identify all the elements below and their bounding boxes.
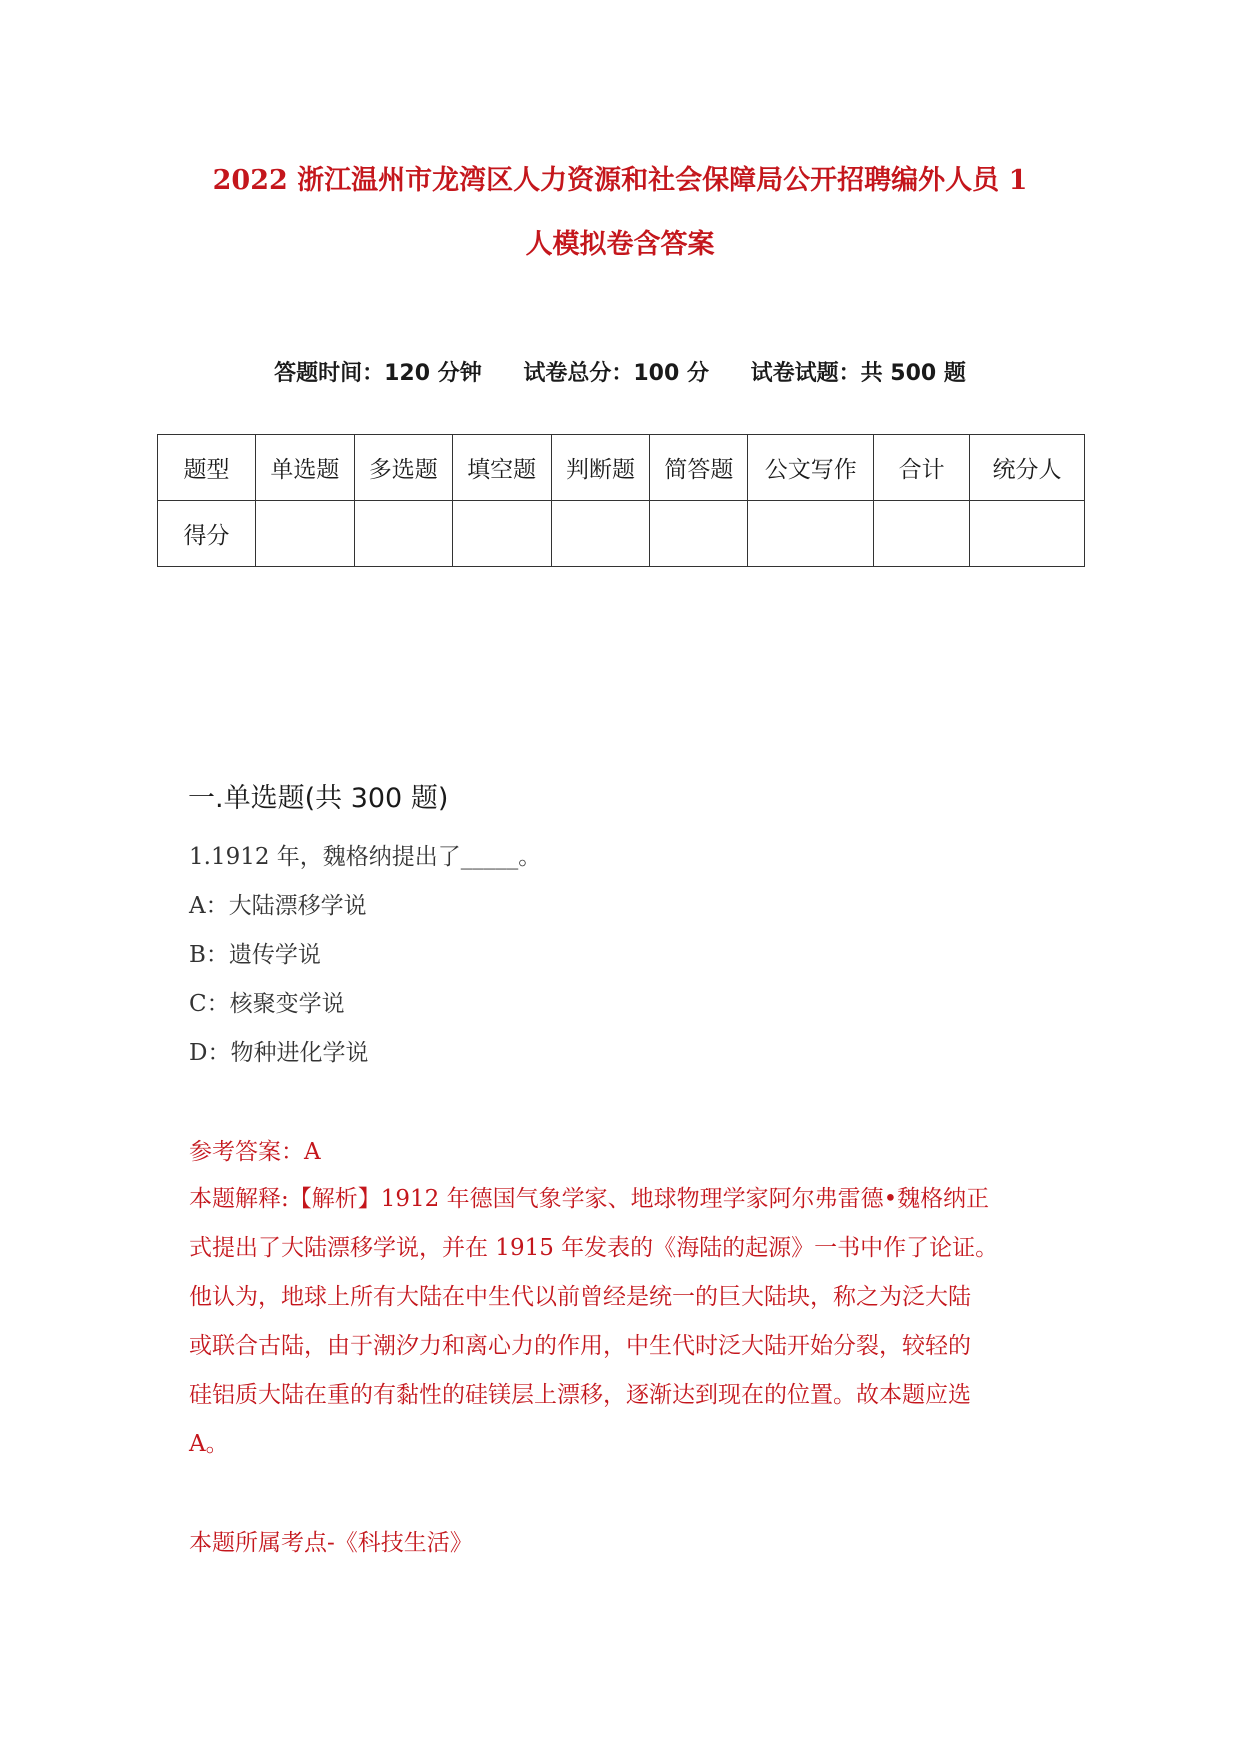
score-header-cell: 多选题: [354, 435, 452, 501]
analysis-line: 硅铝质大陆在重的有黏性的硅镁层上漂移，逐渐达到现在的位置。故本题应选: [189, 1382, 971, 1408]
exam-meta: [160, 356, 1080, 387]
analysis-line: 本题解释:【解析】1912 年德国气象学家、地球物理学家阿尔弗雷德•魏格纳正: [189, 1186, 990, 1212]
topic-tag: 本题所属考点-《科技生活》: [189, 1530, 473, 1556]
analysis-line: 他认为，地球上所有大陆在中生代以前曾经是统一的巨大陆块，称之为泛大陆: [189, 1284, 971, 1310]
score-cell: [452, 501, 551, 567]
score-table-header-row: [158, 435, 1085, 501]
exam-time: 答题时间：120 分钟: [274, 361, 482, 386]
exam-question-count: 试卷试题：共 500 题: [750, 361, 966, 386]
analysis-line: A。: [189, 1431, 229, 1457]
score-cell: [748, 501, 874, 567]
score-cell: [970, 501, 1085, 567]
analysis-line: 或联合古陆，由于潮汐力和离心力的作用，中生代时泛大陆开始分裂，较轻的: [189, 1333, 971, 1359]
option-d: D：物种进化学说: [189, 1040, 369, 1066]
score-header-cell: 合计: [874, 435, 970, 501]
document-title-line-2: 人模拟卷含答案: [525, 229, 715, 260]
score-cell: [255, 501, 354, 567]
score-header-cell: 统分人: [970, 435, 1085, 501]
score-header-cell: 题型: [158, 435, 256, 501]
score-cell: [650, 501, 748, 567]
analysis-line: 式提出了大陆漂移学说，并在 1915 年发表的《海陆的起源》一书中作了论证。: [189, 1235, 999, 1261]
section-heading: 一.单选题(共 300 题): [188, 783, 449, 814]
option-b: B：遗传学说: [189, 942, 321, 968]
score-header-cell: 公文写作: [748, 435, 874, 501]
option-a: A：大陆漂移学说: [189, 893, 367, 919]
answer-analysis: [189, 1175, 1059, 1469]
score-cell: [354, 501, 452, 567]
score-cell: [874, 501, 970, 567]
document-title-line-1: 2022 浙江温州市龙湾区人力资源和社会保障局公开招聘编外人员 1: [212, 165, 1028, 196]
score-table-score-row: [158, 501, 1085, 567]
exam-total-score: 试卷总分：100 分: [523, 361, 709, 386]
score-table: [157, 434, 1085, 567]
option-c: C：核聚变学说: [189, 991, 345, 1017]
question-stem: 1.1912 年，魏格纳提出了_____。: [189, 844, 542, 870]
score-row-label: 得分: [158, 501, 256, 567]
score-cell: [551, 501, 650, 567]
score-header-cell: 判断题: [551, 435, 650, 501]
score-header-cell: 简答题: [650, 435, 748, 501]
reference-answer: 参考答案：A: [189, 1139, 321, 1165]
score-header-cell: 填空题: [452, 435, 551, 501]
score-header-cell: 单选题: [255, 435, 354, 501]
